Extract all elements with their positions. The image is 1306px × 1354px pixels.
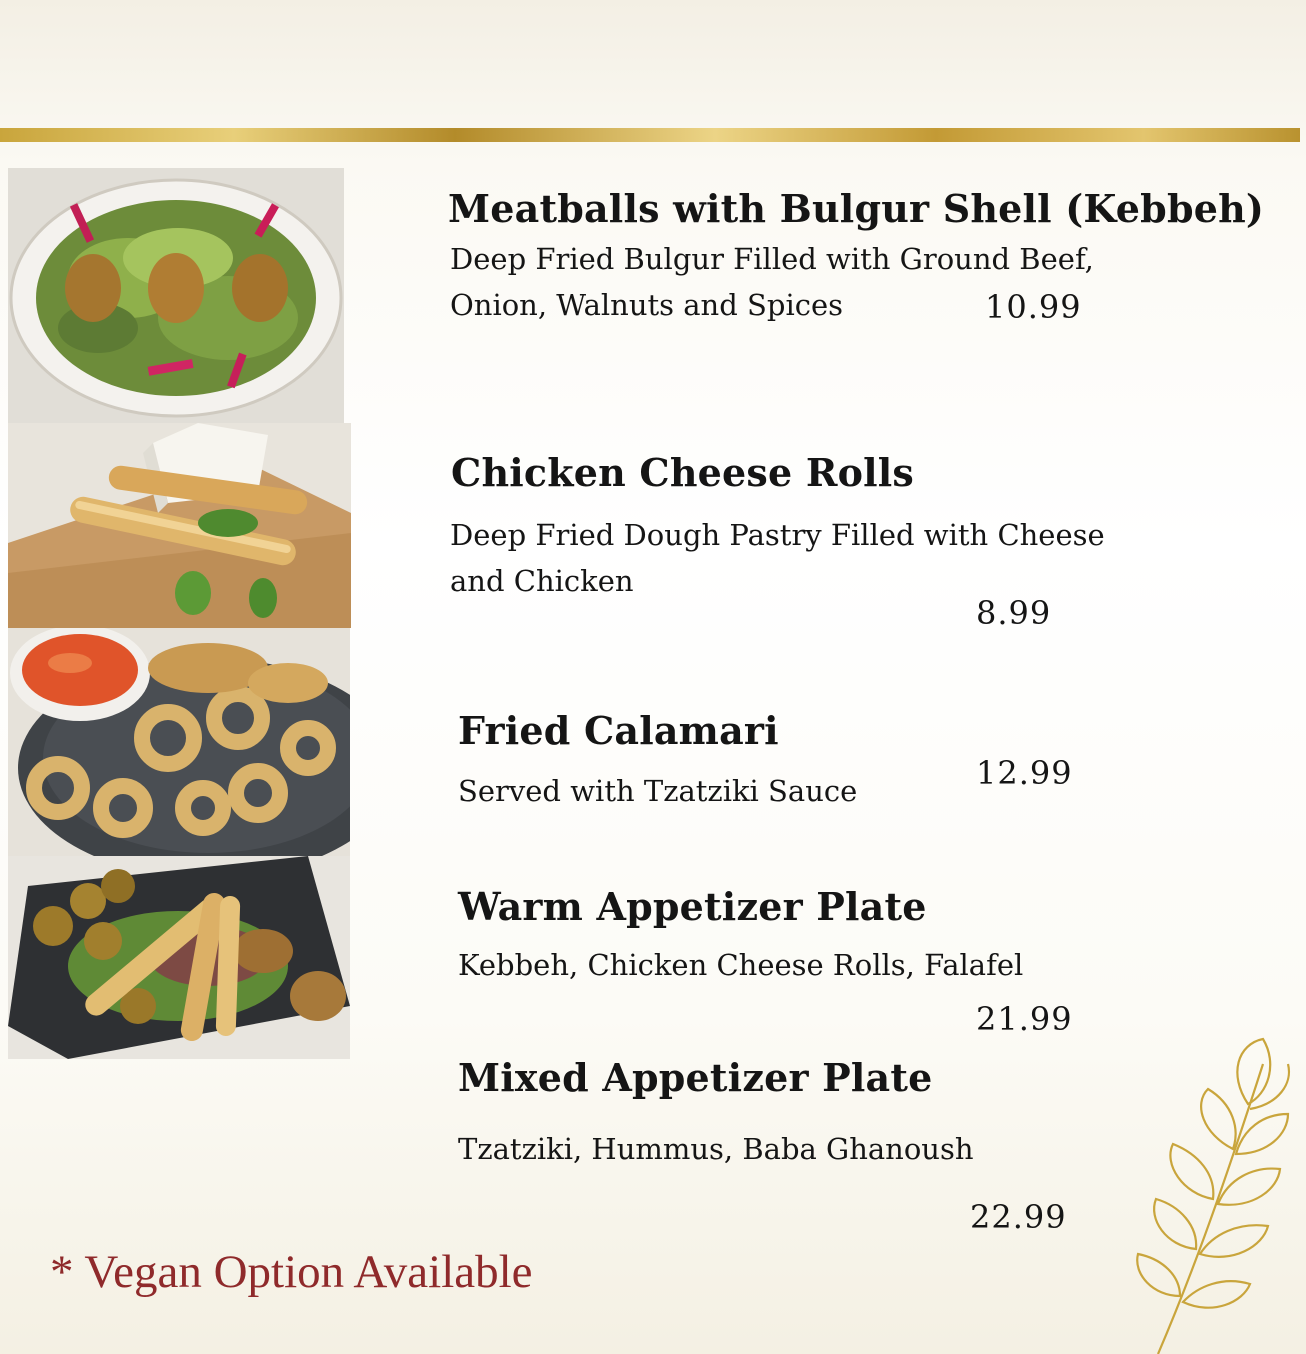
item-title-chicken-cheese-rolls: Chicken Cheese Rolls: [451, 450, 915, 495]
item-price-mixed-appetizer-plate: 22.99: [970, 1198, 1067, 1236]
item-desc-mixed-appetizer-plate: Tzatziki, Hummus, Baba Ghanoush: [458, 1132, 974, 1166]
item-desc-kebbeh-line2: Onion, Walnuts and Spices: [450, 288, 844, 322]
warm-appetizer-plate-photo: [8, 856, 350, 1059]
item-title-fried-calamari: Fried Calamari: [458, 708, 779, 753]
gold-leaf-decoration-icon: [1128, 1034, 1298, 1354]
item-desc-chicken-cheese-rolls-line2: and Chicken: [450, 564, 634, 598]
kebbeh-plate-photo: [8, 168, 344, 423]
item-desc-warm-appetizer-plate: Kebbeh, Chicken Cheese Rolls, Falafel: [458, 948, 1024, 982]
item-title-mixed-appetizer-plate: Mixed Appetizer Plate: [458, 1055, 933, 1100]
item-price-kebbeh: 10.99: [985, 288, 1082, 326]
item-desc-fried-calamari: Served with Tzatziki Sauce: [458, 774, 858, 808]
gold-divider-bar: [0, 128, 1300, 142]
item-desc-kebbeh-line1: Deep Fried Bulgur Filled with Ground Beef,: [450, 242, 1094, 276]
chicken-cheese-rolls-photo: [8, 423, 351, 628]
item-price-warm-appetizer-plate: 21.99: [976, 1000, 1073, 1038]
fried-calamari-photo: [8, 628, 350, 856]
item-title-warm-appetizer-plate: Warm Appetizer Plate: [458, 884, 927, 929]
item-desc-chicken-cheese-rolls-line1: Deep Fried Dough Pastry Filled with Cheese: [450, 518, 1105, 552]
vegan-option-note: * Vegan Option Available: [50, 1246, 533, 1298]
item-price-chicken-cheese-rolls: 8.99: [976, 594, 1052, 632]
item-title-kebbeh: Meatballs with Bulgur Shell (Kebbeh): [448, 186, 1265, 231]
item-price-fried-calamari: 12.99: [976, 754, 1073, 792]
